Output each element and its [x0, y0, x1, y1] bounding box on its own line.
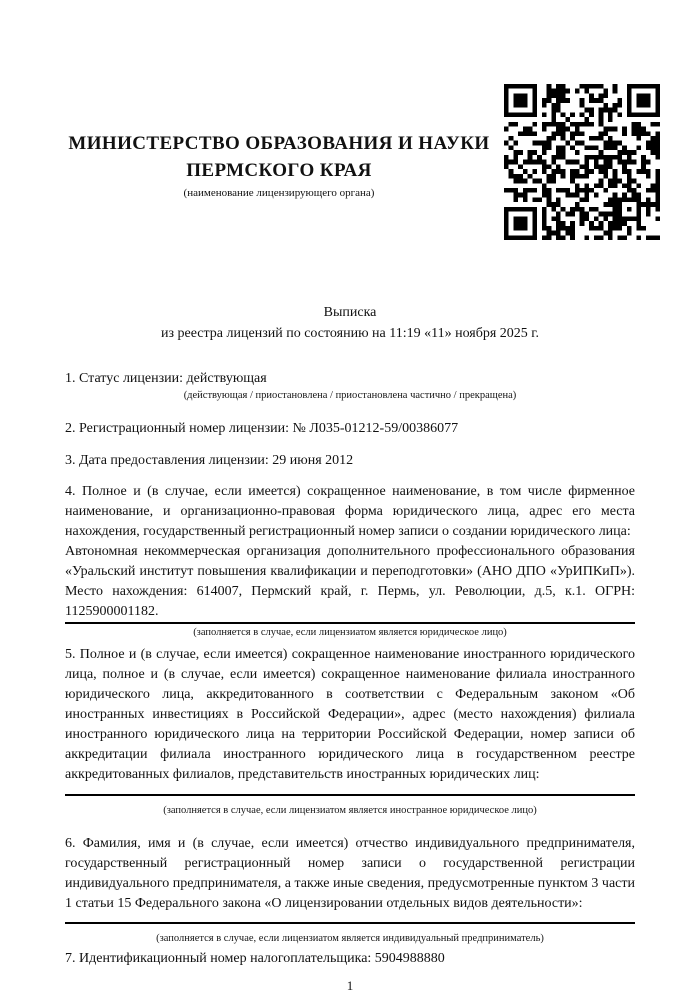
extract-subtitle: из реестра лицензий по состоянию на 11:19 «11» ноября 2025 г. [161, 326, 539, 341]
separator-line-entrepreneur [65, 922, 635, 924]
license-extract-document [65, 0, 635, 994]
extract-heading [65, 302, 635, 344]
ministry-title-line2: ПЕРМСКОГО КРАЯ [186, 160, 372, 181]
legal-entity-clause: 4. Полное и (в случае, если имеется) сокращенное наименование, в том числе фирменное наименование, и организационно-правовая форма юридического лица, адрес его места нахождения, государственный регистрационный номер записи о создании юридического лица: [65, 484, 635, 539]
extract-title: Выписка [323, 305, 377, 320]
ministry-title-line1: МИНИСТЕРСТВО ОБРАЗОВАНИЯ И НАУКИ [68, 133, 490, 154]
foreign-entity-clause: 5. Полное и (в случае, если имеется) сокращенное наименование иностранного юридического лица, полное и (в случае, если имеется) сокращенное наименование филиала иностранного юридического лица, аккредитованного в соответствии с Федеральным законом «Об иностранных инвестициях в Российской Федерации», адрес (место нахождения) филиала иностранного юридического лица на территории Российской Федерации, номер записи об аккредитации филиала иностранного юридического лица в государственном реестре аккредитованных филиалов, представительств иностранных юридических лиц: [65, 647, 635, 782]
taxpayer-id-line: 7. Идентификационный номер налогоплательщика: 5904988880 [65, 951, 445, 966]
individual-entrepreneur-clause: 6. Фамилия, имя и (в случае, если имеется) отчество индивидуального предпринимателя, государственный регистрационный номер записи о государственной регистрации индивидуального предпринимателя, а также иные сведения, предусмотренные пунктом 3 части 1 статьи 15 Федерального закона «О лицензировании отдельных видов деятельности»: [65, 836, 635, 911]
license-status-options-note: (действующая / приостановлена / приостановлена частично / прекращена) [183, 390, 517, 401]
legal-entity-name-value: Автономная некоммерческая организация дополнительного профессионального образования «Уральский институт повышения квалификации и переподготовки» (АНО ДПО «УрИПКиП»). Место нахождения: 614007, Пермский край, г. Пермь, ул. Революции, д.5, к.1. ОГРН: 1125900001182. [65, 544, 635, 619]
licensing-authority-note: (наименование лицензирующего органа) [183, 187, 375, 199]
license-grant-date-line: 3. Дата предоставления лицензии: 29 июня 2012 [65, 453, 354, 468]
license-status-line: 1. Статус лицензии: действующая [65, 371, 267, 386]
foreign-entity-note: (заполняется в случае, если лицензиатом является иностранное юридическое лицо) [163, 805, 537, 816]
separator-line-legal-entity [65, 622, 635, 624]
license-number-line: 2. Регистрационный номер лицензии: № Л035-01212-59/00386077 [65, 421, 459, 436]
page-number: 1 [346, 978, 354, 993]
individual-entrepreneur-note: (заполняется в случае, если лицензиатом является индивидуальный предприниматель) [156, 933, 544, 944]
legal-entity-note: (заполняется в случае, если лицензиатом является юридическое лицо) [193, 627, 507, 638]
issuing-authority-block [65, 130, 493, 200]
separator-line-foreign-entity [65, 794, 635, 796]
